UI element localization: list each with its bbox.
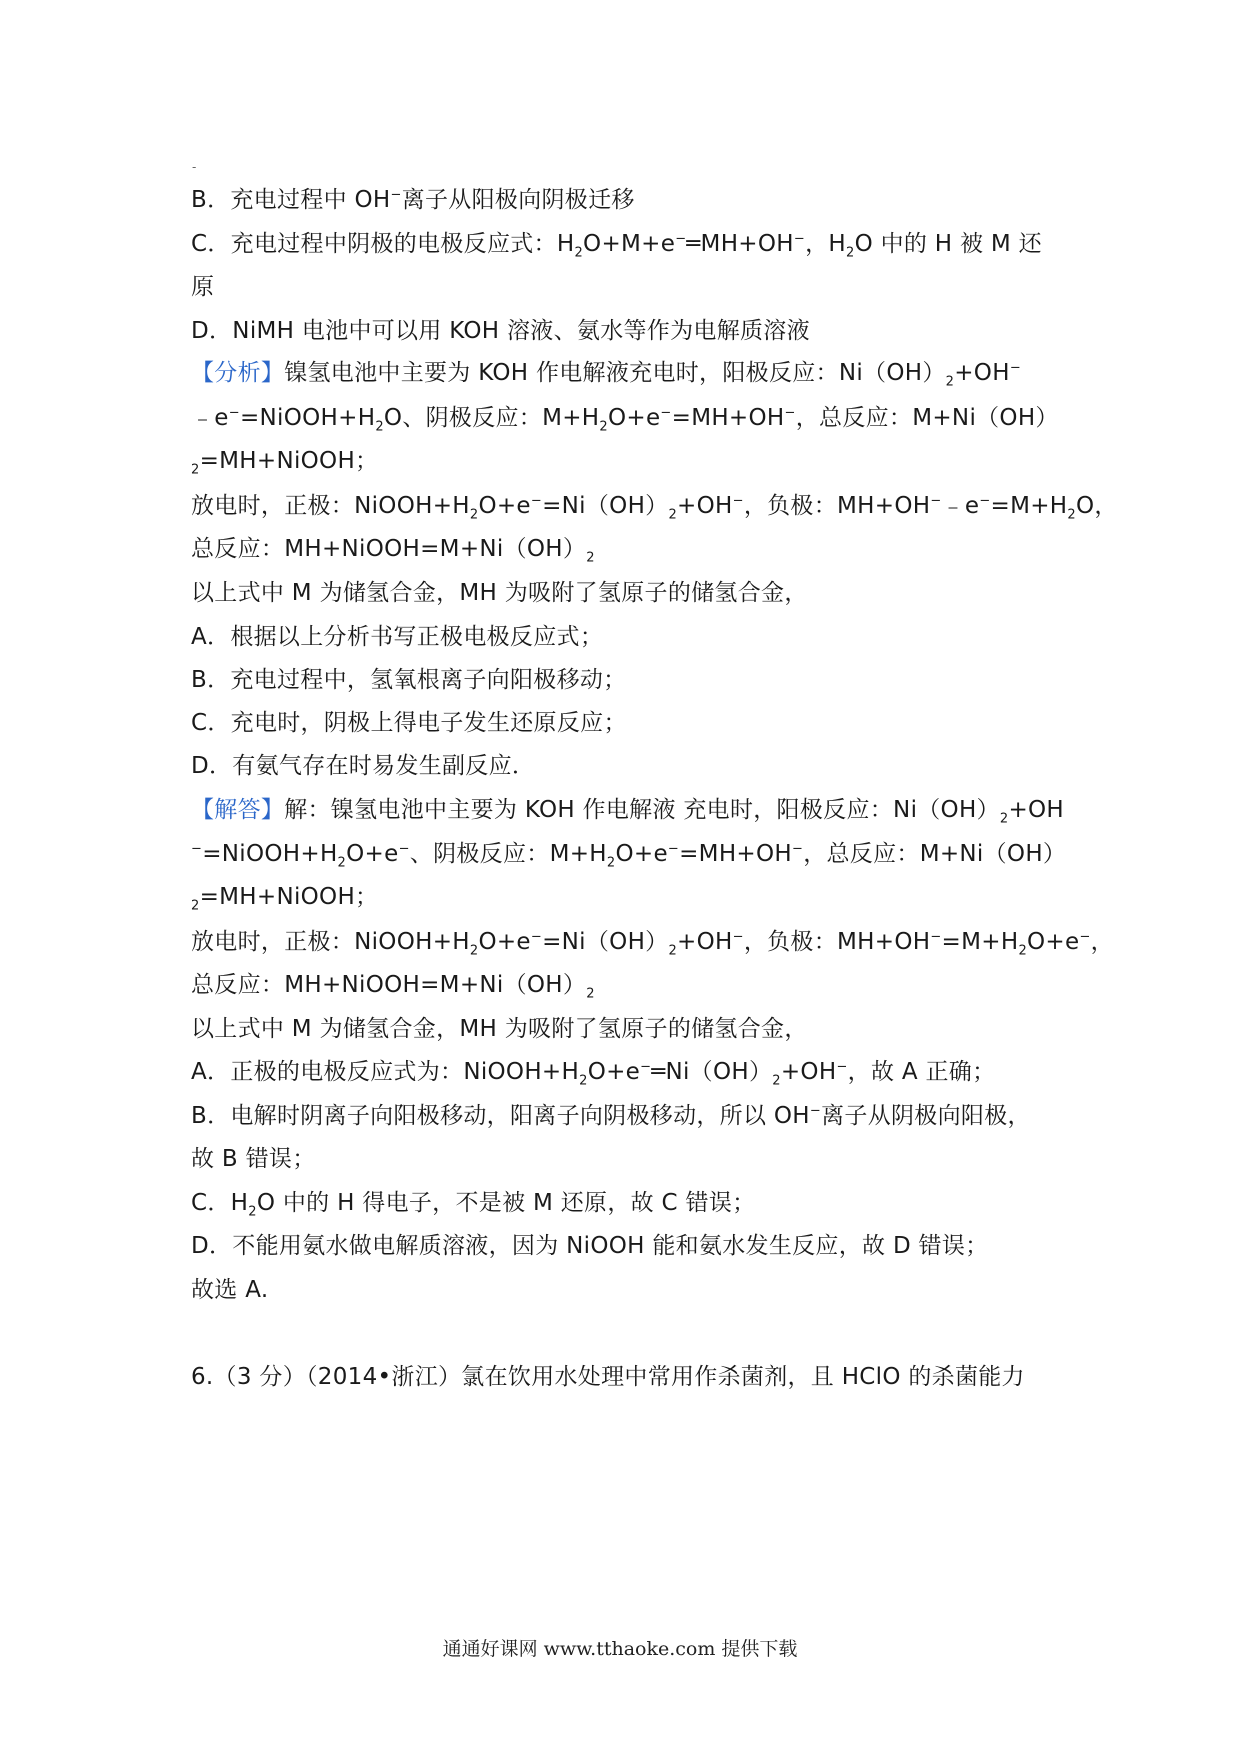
text-line: 6.（3 分）（2014•浙江）氯在饮用水处理中常用作杀菌剂，且 HClO 的杀菌能力 bbox=[191, 1364, 1025, 1390]
text-line: B．充电过程中，氢氧根离子向阳极移动； bbox=[191, 667, 627, 693]
text-line: 原 bbox=[191, 274, 215, 300]
text-line: 以上式中 M 为储氢合金，MH 为吸附了氢原子的储氢合金， bbox=[191, 1016, 808, 1042]
text-line: 故 B 错误； bbox=[191, 1146, 316, 1172]
text-line: A．根据以上分析书写正极电极反应式； bbox=[191, 624, 604, 650]
text-line: D．不能用氨水做电解质溶液，因为 NiOOH 能和氨水发生反应，故 D 错误； bbox=[191, 1233, 989, 1259]
text-line: C．充电过程中阴极的电极反应式：$H_2O+M+e^-═MH+OH^-$，$H_2O$ 中的 H 被 M 还 bbox=[191, 231, 1042, 261]
text-line: 以上式中 M 为储氢合金，MH 为吸附了氢原子的储氢合金， bbox=[191, 580, 808, 606]
text-line: D．NiMH 电池中可以用 KOH 溶液、氨水等作为电解质溶液 bbox=[191, 318, 810, 344]
text-line: $﹣e^-=NiOOH+H_2O$、阴极反应：$M+H_2O+e^-=MH+OH^-$，总反应：M+Ni（OH） bbox=[191, 405, 1059, 435]
text-line: 总反应：$MH+NiOOH=M+Ni(OH)_2$ bbox=[191, 972, 595, 1002]
text-line: 故选 A. bbox=[191, 1277, 269, 1303]
text-line: C．$H_2O$ 中的 H 得电子，不是被 M 还原，故 C 错误； bbox=[191, 1190, 756, 1220]
text-line: $_2$=MH+NiOOH； bbox=[191, 884, 379, 914]
text-line: D．有氨气存在时易发生副反应． bbox=[191, 753, 536, 779]
text-line: 放电时，正极：$NiOOH+H_2O+e^-=Ni(OH)_2+OH^-$，负极：$MH+OH^-﹣e^-=M+H_2O$， bbox=[191, 493, 1118, 523]
text-line: C．充电时，阴极上得电子发生还原反应； bbox=[191, 710, 627, 736]
text-line: 放电时，正极：$NiOOH+H_2O+e^-=Ni(OH)_2+OH^-$，负极：$MH+OH^-=M+H_2O+e^-$， bbox=[191, 929, 1114, 959]
text-line: 【解答】解：镍氢电池中主要为 KOH 作电解液 充电时，阳极反应：$Ni(OH)_2+OH$ bbox=[191, 797, 1065, 827]
text-line: B．电解时阴离子向阳极移动，阳离子向阴极移动，所以 OH−离子从阴极向阳极， bbox=[191, 1103, 1031, 1129]
text-line: $^-=NiOOH+H_2O+e^-$、阴极反应：$M+H_2O+e^-=MH+OH^-$，总反应：M+Ni（OH） bbox=[191, 841, 1067, 871]
text-line: A．正极的电极反应式为：$NiOOH+H_2O+e^-═Ni(OH)_2+OH^-$，故 A 正确； bbox=[191, 1059, 996, 1089]
section-tag: 【解答】 bbox=[191, 797, 285, 823]
section-tag: 【分析】 bbox=[191, 360, 285, 386]
text-line: 总反应：$MH+NiOOH=M+Ni(OH)_2$ bbox=[191, 536, 595, 566]
text-line: B．充电过程中 OH−离子从阳极向阴极迁移 bbox=[191, 187, 635, 213]
page-mark: - bbox=[192, 160, 197, 174]
text-line: $_2$=MH+NiOOH； bbox=[191, 448, 379, 478]
page-footer: 通通好课网 www.tthaoke.com 提供下载 bbox=[442, 1638, 798, 1660]
text-line: 【分析】镍氢电池中主要为 KOH 作电解液充电时，阳极反应：$Ni(OH)_2+OH^-$ bbox=[191, 360, 1022, 390]
